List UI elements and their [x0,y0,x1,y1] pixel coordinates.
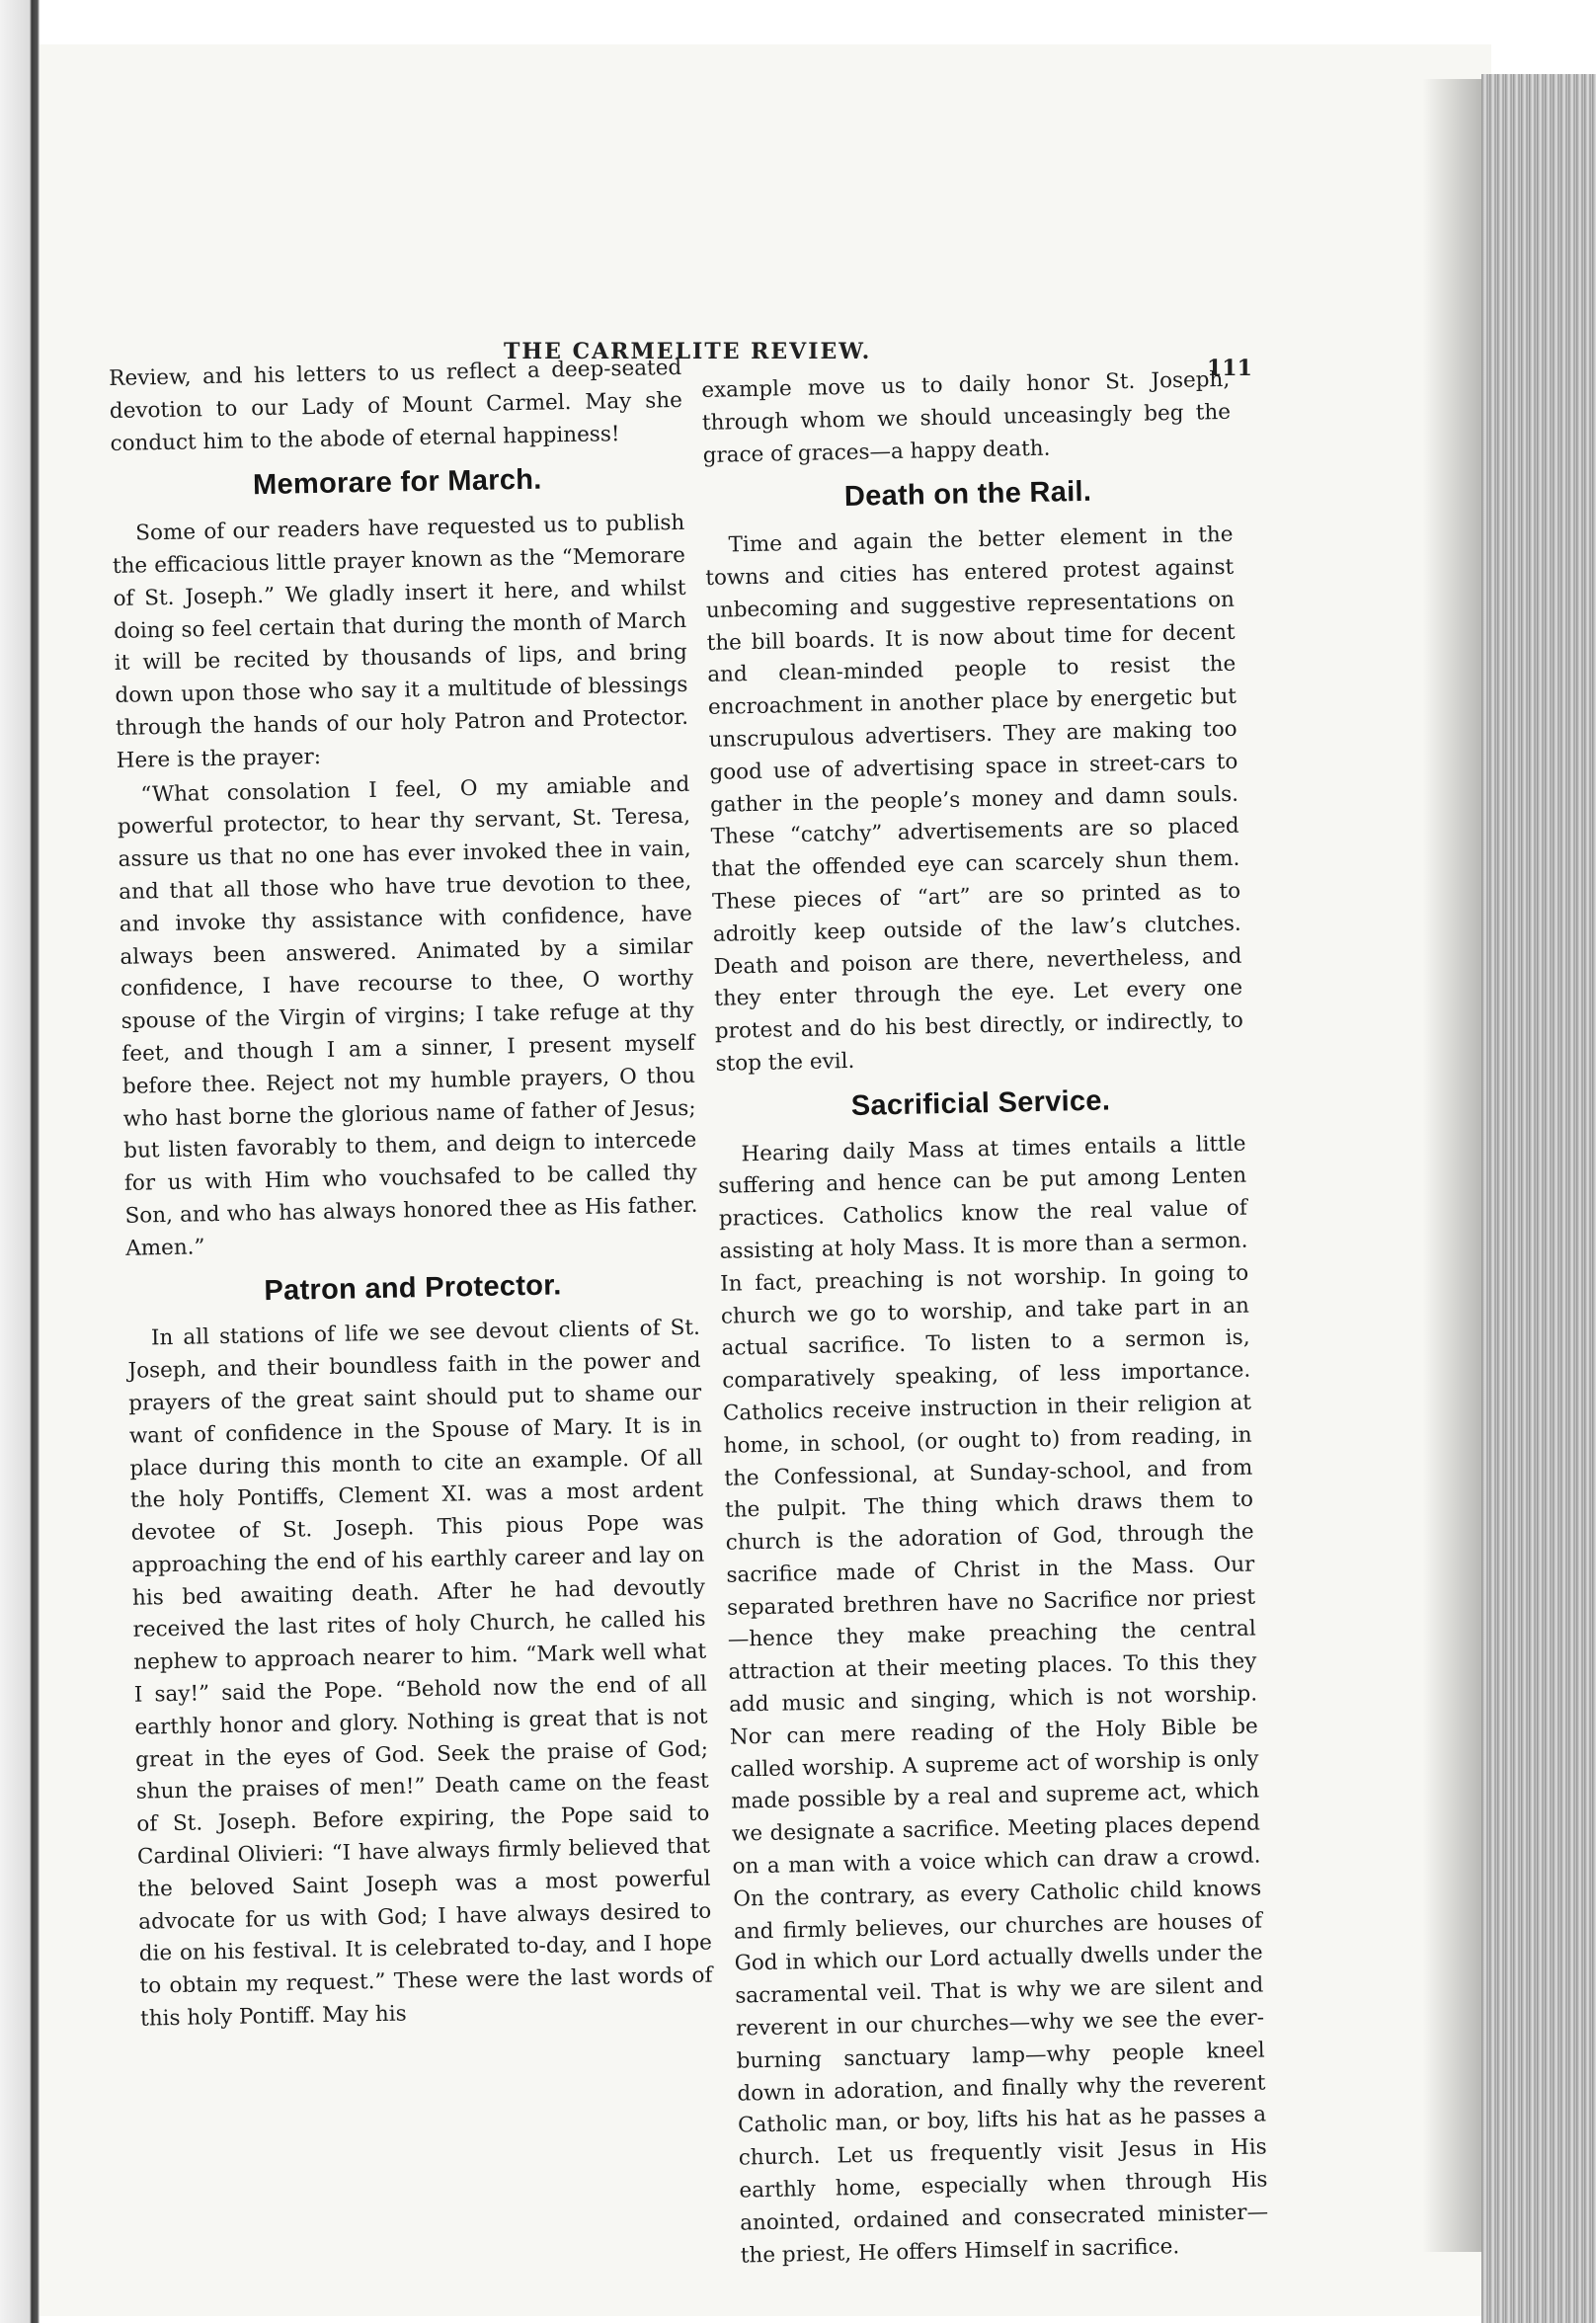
article-paragraph: Time and again the better element in the towns and cities has entered protest against unbecoming and suggestive representations on the bill boards. It is now about time for decent and clean-minded people to resist the encroachment in another place by energetic but unscrupulous advertisers. They are making too good use of advertising space in street-cars to gather in the people’s money and damn souls. These “catchy” advertisements are so placed that the offended eye can scarcely shun them. These pieces of “art” are so printed as to adroitly keep outside of the law’s clutches. Death and poison are there, nevertheless, and they enter through the eye. Let every one protest and do his best directly, or indirectly, to stop the evil. [705,521,1244,1077]
book-gutter-left [0,0,40,2323]
intro-continuation: Review, and his letters to us reflect a deep-seated devotion to our Lady of Mount Carmel. May she conduct him to the abode of eternal happiness! [109,355,683,456]
continuation-paragraph: example move us to daily honor St. Joseph, through whom we should unceasingly beg the grace of graces—a happy death. [701,366,1232,468]
right-column [701,364,1269,2275]
book-page-edges [1481,74,1596,2323]
article-paragraph: Hearing daily Mass at times entails a little suffering and hence can be put among Lenten practices. Catholics know the real value of assisting at holy Mass. It is more than a sermon. In fact, preaching is not worship. In going to church we go to worship, and take part in an actual sacrifice. To listen to a sermon is, comparatively speaking, of less importance. Catholics receive instruction in their religion at home, in school, (or ought to) from reading, in the Confessional, at Sunday-school, and from the pulpit. The thing which draws them to church is the adoration of God, through the sacrifice made of Christ in the Mass. Our separated brethren have no Sacrifice nor priest—hence they make preaching the central attraction at their meeting places. To this they add music and singing, which is not worship. Nor can mere reading of the Holy Bible be called worship. A supreme act of worship is only made possible by a real and supreme act, which we designate a sacrifice. Meeting places depend on a man with a voice which can draw a crowd. On the contrary, as every Catholic child knows and firmly believes, our churches are houses of God in which our Lord actually dwells under the sacramental veil. That is why we are silent and reverent in our churches—why we see the ever-burning sanctuary lamp—why people kneel down in adoration, and finally why the reverent Catholic man, or boy, lifts his hat as he passes a church. Let us frequently visit Jesus in His earthly home, especially when through His anointed, ordained and consecrated minister—the priest, He offers Himself in sacrifice. [717,1131,1269,2269]
running-title: THE CARMELITE REVIEW. [504,339,872,364]
article-title-memorare: Memorare for March. [252,463,542,502]
prayer-paragraph: “What consolation I feel, O my amiable and powerful protector, to hear thy servant, St. Teresa, assure us that no one has ever invoked thee in vain, and that all those who have true devotion to thee, and invoke thy assistance with confidence, have always been answered. Animated by a similar confidence, I have recourse to thee, O worthy spouse of the Virgin of virgins; I take refuge at thy feet, and though I am a sinner, I present myself before thee. Reject not my humble prayers, O thou who hast borne the glorious name of father of Jesus; but listen favorably to them, and deign to intercede for us with Him who vouchsafed to be called thy Son, and who has always honored thee as His father. Amen.” [117,771,698,1261]
article-title-patron: Patron and Protector. [264,1268,562,1307]
left-column [109,353,713,2039]
page-number: 111 [1207,356,1252,381]
page-curve-shadow [1422,79,1481,2252]
article-paragraph: Some of our readers have requested us to publish the efficacious little prayer known as the “Memorare of St. Joseph.” We gladly insert it here, and whilst doing so feel certain that during the month of March it will be recited by thousands of lips, and bring down upon those who say it a multitude of blessings through the hands of our holy Patron and Protector. Here is the prayer: [112,511,689,773]
article-title-death-on-rail: Death on the Rail. [843,476,1092,514]
article-paragraph: In all stations of life we see devout clients of St. Joseph, and their boundless faith in the power and prayers of the great saint should put to shame our want of confidence in the Spouse of Mary. It is in place during this month to cite an example. Of all the holy Pontiffs, Clement XI. was a most ardent devotee of St. Joseph. This pious Pope was approaching the end of his earthly career and lay on his bed awaiting death. After he had devoutly received the last rites of holy Church, he called his nephew to approach nearer to him. “Mark well what I say!” said the Pope. “Behold now the end of all earthly honor and glory. Nothing is great that is not great in the eyes of God. Seek the praise of God; shun the praises of men!” Death came on the feast of St. Joseph. Before expiring, the Pope said to Cardinal Olivieri: “I have always firmly believed that the beloved Saint Joseph was a most powerful advocate for us with God; I have always desired to die on his festival. It is celebrated to-day, and I hope to obtain my request.” These were the last words of this holy Pontiff. May his [127,1315,713,2032]
article-title-sacrificial-service: Sacrificial Service. [850,1084,1111,1122]
